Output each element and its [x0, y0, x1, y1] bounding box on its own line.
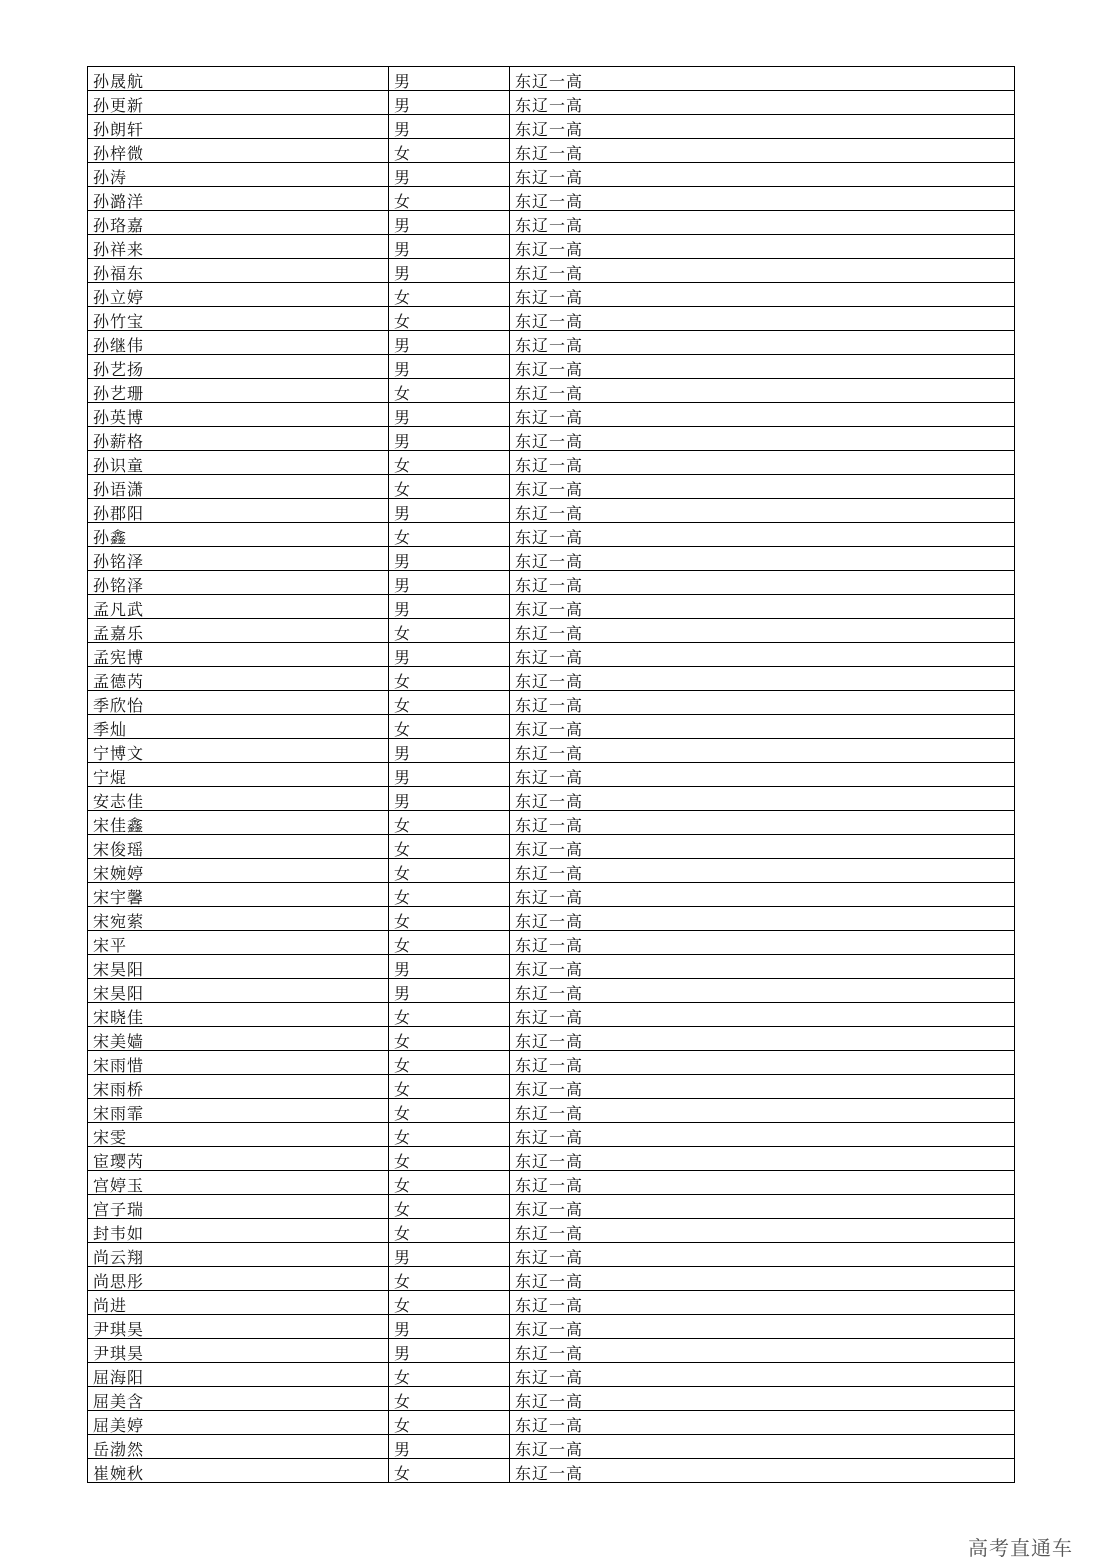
- student-name-cell: 孟德芮: [88, 667, 389, 691]
- student-name-cell: 尹琪昊: [88, 1339, 389, 1363]
- student-name-cell: 孙潞洋: [88, 187, 389, 211]
- gender-cell: 女: [389, 523, 510, 547]
- gender-cell: 女: [389, 715, 510, 739]
- school-cell: 东辽一高: [510, 139, 1015, 163]
- student-name-cell: 宫婷玉: [88, 1171, 389, 1195]
- table-row: [88, 1027, 1015, 1051]
- school-cell: 东辽一高: [510, 1291, 1015, 1315]
- student-name-cell: 孙梓微: [88, 139, 389, 163]
- student-name-cell: 孟宪博: [88, 643, 389, 667]
- table-row: [88, 1363, 1015, 1387]
- school-cell: 东辽一高: [510, 523, 1015, 547]
- gender-cell: 女: [389, 931, 510, 955]
- school-cell: 东辽一高: [510, 1459, 1015, 1483]
- gender-cell: 女: [389, 187, 510, 211]
- student-name-cell: 孙更新: [88, 91, 389, 115]
- gender-cell: 女: [389, 1075, 510, 1099]
- school-cell: 东辽一高: [510, 763, 1015, 787]
- table-row: [88, 835, 1015, 859]
- student-name-cell: 宁博文: [88, 739, 389, 763]
- school-cell: 东辽一高: [510, 547, 1015, 571]
- gender-cell: 女: [389, 379, 510, 403]
- student-name-cell: 屈美婷: [88, 1411, 389, 1435]
- school-cell: 东辽一高: [510, 67, 1015, 91]
- student-name-cell: 屈海阳: [88, 1363, 389, 1387]
- school-cell: 东辽一高: [510, 1411, 1015, 1435]
- table-row: [88, 235, 1015, 259]
- watermark-text: 高考直通车: [968, 1536, 1073, 1560]
- school-cell: 东辽一高: [510, 715, 1015, 739]
- gender-cell: 男: [389, 403, 510, 427]
- gender-cell: 女: [389, 811, 510, 835]
- gender-cell: 男: [389, 211, 510, 235]
- student-name-cell: 孙语潇: [88, 475, 389, 499]
- student-name-cell: 宋佳鑫: [88, 811, 389, 835]
- school-cell: 东辽一高: [510, 331, 1015, 355]
- student-name-cell: 尚思彤: [88, 1267, 389, 1291]
- table-row: [88, 187, 1015, 211]
- student-name-cell: 孟嘉乐: [88, 619, 389, 643]
- student-name-cell: 孟凡武: [88, 595, 389, 619]
- table-row: [88, 259, 1015, 283]
- student-list-table: [87, 66, 1015, 1483]
- gender-cell: 女: [389, 475, 510, 499]
- student-name-cell: 宋宇馨: [88, 883, 389, 907]
- table-row: [88, 811, 1015, 835]
- student-name-cell: 宋雨霏: [88, 1099, 389, 1123]
- gender-cell: 男: [389, 1243, 510, 1267]
- gender-cell: 女: [389, 1267, 510, 1291]
- student-name-cell: 孙祥来: [88, 235, 389, 259]
- table-row: [88, 379, 1015, 403]
- school-cell: 东辽一高: [510, 595, 1015, 619]
- school-cell: 东辽一高: [510, 1051, 1015, 1075]
- school-cell: 东辽一高: [510, 619, 1015, 643]
- table-row: [88, 1195, 1015, 1219]
- gender-cell: 男: [389, 1339, 510, 1363]
- student-name-cell: 宦璎芮: [88, 1147, 389, 1171]
- gender-cell: 女: [389, 1291, 510, 1315]
- table-row: [88, 715, 1015, 739]
- school-cell: 东辽一高: [510, 1219, 1015, 1243]
- gender-cell: 男: [389, 499, 510, 523]
- school-cell: 东辽一高: [510, 163, 1015, 187]
- gender-cell: 女: [389, 283, 510, 307]
- school-cell: 东辽一高: [510, 1195, 1015, 1219]
- school-cell: 东辽一高: [510, 115, 1015, 139]
- table-row: [88, 595, 1015, 619]
- school-cell: 东辽一高: [510, 91, 1015, 115]
- gender-cell: 女: [389, 619, 510, 643]
- table-row: [88, 883, 1015, 907]
- gender-cell: 女: [389, 307, 510, 331]
- student-name-cell: 宋雨桥: [88, 1075, 389, 1099]
- table-row: [88, 643, 1015, 667]
- school-cell: 东辽一高: [510, 1363, 1015, 1387]
- table-row: [88, 571, 1015, 595]
- school-cell: 东辽一高: [510, 739, 1015, 763]
- student-name-cell: 孙珞嘉: [88, 211, 389, 235]
- table-row: [88, 1219, 1015, 1243]
- gender-cell: 男: [389, 571, 510, 595]
- gender-cell: 男: [389, 955, 510, 979]
- student-name-cell: 尚进: [88, 1291, 389, 1315]
- school-cell: 东辽一高: [510, 1003, 1015, 1027]
- school-cell: 东辽一高: [510, 667, 1015, 691]
- gender-cell: 女: [389, 1219, 510, 1243]
- student-name-cell: 宋美嫱: [88, 1027, 389, 1051]
- table-row: [88, 1147, 1015, 1171]
- gender-cell: 女: [389, 1099, 510, 1123]
- student-name-cell: 孙识童: [88, 451, 389, 475]
- student-name-cell: 孙艺珊: [88, 379, 389, 403]
- gender-cell: 男: [389, 643, 510, 667]
- gender-cell: 女: [389, 1411, 510, 1435]
- school-cell: 东辽一高: [510, 1387, 1015, 1411]
- student-name-cell: 尚云翔: [88, 1243, 389, 1267]
- gender-cell: 女: [389, 1387, 510, 1411]
- table-row: [88, 931, 1015, 955]
- student-name-cell: 宋昊阳: [88, 979, 389, 1003]
- gender-cell: 男: [389, 763, 510, 787]
- student-name-cell: 宋晓佳: [88, 1003, 389, 1027]
- student-name-cell: 孙立婷: [88, 283, 389, 307]
- gender-cell: 男: [389, 163, 510, 187]
- table-row: [88, 1075, 1015, 1099]
- gender-cell: 男: [389, 235, 510, 259]
- table-row: [88, 211, 1015, 235]
- school-cell: 东辽一高: [510, 643, 1015, 667]
- student-name-cell: 孙晟航: [88, 67, 389, 91]
- gender-cell: 男: [389, 595, 510, 619]
- school-cell: 东辽一高: [510, 451, 1015, 475]
- table-row: [88, 307, 1015, 331]
- school-cell: 东辽一高: [510, 307, 1015, 331]
- school-cell: 东辽一高: [510, 1339, 1015, 1363]
- school-cell: 东辽一高: [510, 211, 1015, 235]
- student-name-cell: 封韦如: [88, 1219, 389, 1243]
- student-name-cell: 宫子瑞: [88, 1195, 389, 1219]
- student-name-cell: 宋宛萦: [88, 907, 389, 931]
- table-row: [88, 1339, 1015, 1363]
- student-name-cell: 孙继伟: [88, 331, 389, 355]
- table-row: [88, 427, 1015, 451]
- school-cell: 东辽一高: [510, 1075, 1015, 1099]
- gender-cell: 女: [389, 451, 510, 475]
- student-name-cell: 季欣怡: [88, 691, 389, 715]
- table-row: [88, 1291, 1015, 1315]
- school-cell: 东辽一高: [510, 787, 1015, 811]
- school-cell: 东辽一高: [510, 1171, 1015, 1195]
- student-name-cell: 宁焜: [88, 763, 389, 787]
- student-name-cell: 孙鑫: [88, 523, 389, 547]
- gender-cell: 女: [389, 691, 510, 715]
- table-row: [88, 547, 1015, 571]
- gender-cell: 女: [389, 835, 510, 859]
- school-cell: 东辽一高: [510, 283, 1015, 307]
- school-cell: 东辽一高: [510, 355, 1015, 379]
- school-cell: 东辽一高: [510, 835, 1015, 859]
- table-row: [88, 1003, 1015, 1027]
- gender-cell: 女: [389, 1363, 510, 1387]
- gender-cell: 男: [389, 427, 510, 451]
- table-row: [88, 163, 1015, 187]
- gender-cell: 女: [389, 1051, 510, 1075]
- school-cell: 东辽一高: [510, 931, 1015, 955]
- gender-cell: 女: [389, 859, 510, 883]
- table-row: [88, 1387, 1015, 1411]
- gender-cell: 男: [389, 67, 510, 91]
- school-cell: 东辽一高: [510, 187, 1015, 211]
- school-cell: 东辽一高: [510, 1099, 1015, 1123]
- table-row: [88, 979, 1015, 1003]
- table-row: [88, 1099, 1015, 1123]
- table-row: [88, 283, 1015, 307]
- student-name-cell: 宋雯: [88, 1123, 389, 1147]
- table-row: [88, 667, 1015, 691]
- school-cell: 东辽一高: [510, 1315, 1015, 1339]
- gender-cell: 男: [389, 979, 510, 1003]
- gender-cell: 女: [389, 1147, 510, 1171]
- table-row: [88, 331, 1015, 355]
- school-cell: 东辽一高: [510, 907, 1015, 931]
- school-cell: 东辽一高: [510, 499, 1015, 523]
- gender-cell: 女: [389, 139, 510, 163]
- table-row: [88, 91, 1015, 115]
- student-name-cell: 崔婉秋: [88, 1459, 389, 1483]
- student-name-cell: 宋婉婷: [88, 859, 389, 883]
- table-row: [88, 1051, 1015, 1075]
- table-row: [88, 1411, 1015, 1435]
- table-row: [88, 763, 1015, 787]
- table-row: [88, 451, 1015, 475]
- school-cell: 东辽一高: [510, 427, 1015, 451]
- table-row: [88, 1171, 1015, 1195]
- gender-cell: 女: [389, 1027, 510, 1051]
- table-row: [88, 523, 1015, 547]
- student-list-body: [88, 67, 1015, 1483]
- gender-cell: 女: [389, 1171, 510, 1195]
- student-name-cell: 宋雨惜: [88, 1051, 389, 1075]
- school-cell: 东辽一高: [510, 691, 1015, 715]
- gender-cell: 女: [389, 1003, 510, 1027]
- school-cell: 东辽一高: [510, 259, 1015, 283]
- table-row: [88, 619, 1015, 643]
- school-cell: 东辽一高: [510, 979, 1015, 1003]
- table-row: [88, 859, 1015, 883]
- student-name-cell: 孙铭泽: [88, 547, 389, 571]
- school-cell: 东辽一高: [510, 1243, 1015, 1267]
- table-row: [88, 1315, 1015, 1339]
- gender-cell: 男: [389, 115, 510, 139]
- student-name-cell: 孙竹宝: [88, 307, 389, 331]
- student-name-cell: 宋俊瑶: [88, 835, 389, 859]
- table-row: [88, 787, 1015, 811]
- student-name-cell: 孙涛: [88, 163, 389, 187]
- school-cell: 东辽一高: [510, 403, 1015, 427]
- student-name-cell: 季灿: [88, 715, 389, 739]
- student-name-cell: 尹琪昊: [88, 1315, 389, 1339]
- gender-cell: 男: [389, 547, 510, 571]
- table-row: [88, 739, 1015, 763]
- student-name-cell: 孙郡阳: [88, 499, 389, 523]
- gender-cell: 男: [389, 91, 510, 115]
- gender-cell: 女: [389, 667, 510, 691]
- gender-cell: 男: [389, 259, 510, 283]
- table-row: [88, 139, 1015, 163]
- school-cell: 东辽一高: [510, 379, 1015, 403]
- gender-cell: 女: [389, 907, 510, 931]
- student-name-cell: 孙朗轩: [88, 115, 389, 139]
- gender-cell: 男: [389, 787, 510, 811]
- school-cell: 东辽一高: [510, 571, 1015, 595]
- table-row: [88, 1243, 1015, 1267]
- table-row: [88, 67, 1015, 91]
- student-name-cell: 孙福东: [88, 259, 389, 283]
- gender-cell: 男: [389, 331, 510, 355]
- table-row: [88, 1123, 1015, 1147]
- table-row: [88, 499, 1015, 523]
- gender-cell: 男: [389, 739, 510, 763]
- student-name-cell: 孙英博: [88, 403, 389, 427]
- student-name-cell: 孙薪格: [88, 427, 389, 451]
- gender-cell: 男: [389, 1315, 510, 1339]
- table-row: [88, 1267, 1015, 1291]
- table-row: [88, 907, 1015, 931]
- student-name-cell: 孙艺扬: [88, 355, 389, 379]
- table-row: [88, 955, 1015, 979]
- school-cell: 东辽一高: [510, 1027, 1015, 1051]
- gender-cell: 女: [389, 1195, 510, 1219]
- school-cell: 东辽一高: [510, 475, 1015, 499]
- table-row: [88, 403, 1015, 427]
- student-name-cell: 宋昊阳: [88, 955, 389, 979]
- gender-cell: 男: [389, 1435, 510, 1459]
- school-cell: 东辽一高: [510, 1267, 1015, 1291]
- table-row: [88, 1435, 1015, 1459]
- school-cell: 东辽一高: [510, 955, 1015, 979]
- table-row: [88, 115, 1015, 139]
- table-row: [88, 475, 1015, 499]
- school-cell: 东辽一高: [510, 883, 1015, 907]
- school-cell: 东辽一高: [510, 1147, 1015, 1171]
- table-row: [88, 355, 1015, 379]
- gender-cell: 男: [389, 355, 510, 379]
- table-row: [88, 1459, 1015, 1483]
- gender-cell: 女: [389, 883, 510, 907]
- table-row: [88, 691, 1015, 715]
- student-name-cell: 孙铭泽: [88, 571, 389, 595]
- student-name-cell: 安志佳: [88, 787, 389, 811]
- student-name-cell: 屈美含: [88, 1387, 389, 1411]
- student-name-cell: 宋平: [88, 931, 389, 955]
- school-cell: 东辽一高: [510, 811, 1015, 835]
- student-name-cell: 岳渤然: [88, 1435, 389, 1459]
- school-cell: 东辽一高: [510, 859, 1015, 883]
- school-cell: 东辽一高: [510, 1123, 1015, 1147]
- school-cell: 东辽一高: [510, 1435, 1015, 1459]
- gender-cell: 女: [389, 1459, 510, 1483]
- school-cell: 东辽一高: [510, 235, 1015, 259]
- gender-cell: 女: [389, 1123, 510, 1147]
